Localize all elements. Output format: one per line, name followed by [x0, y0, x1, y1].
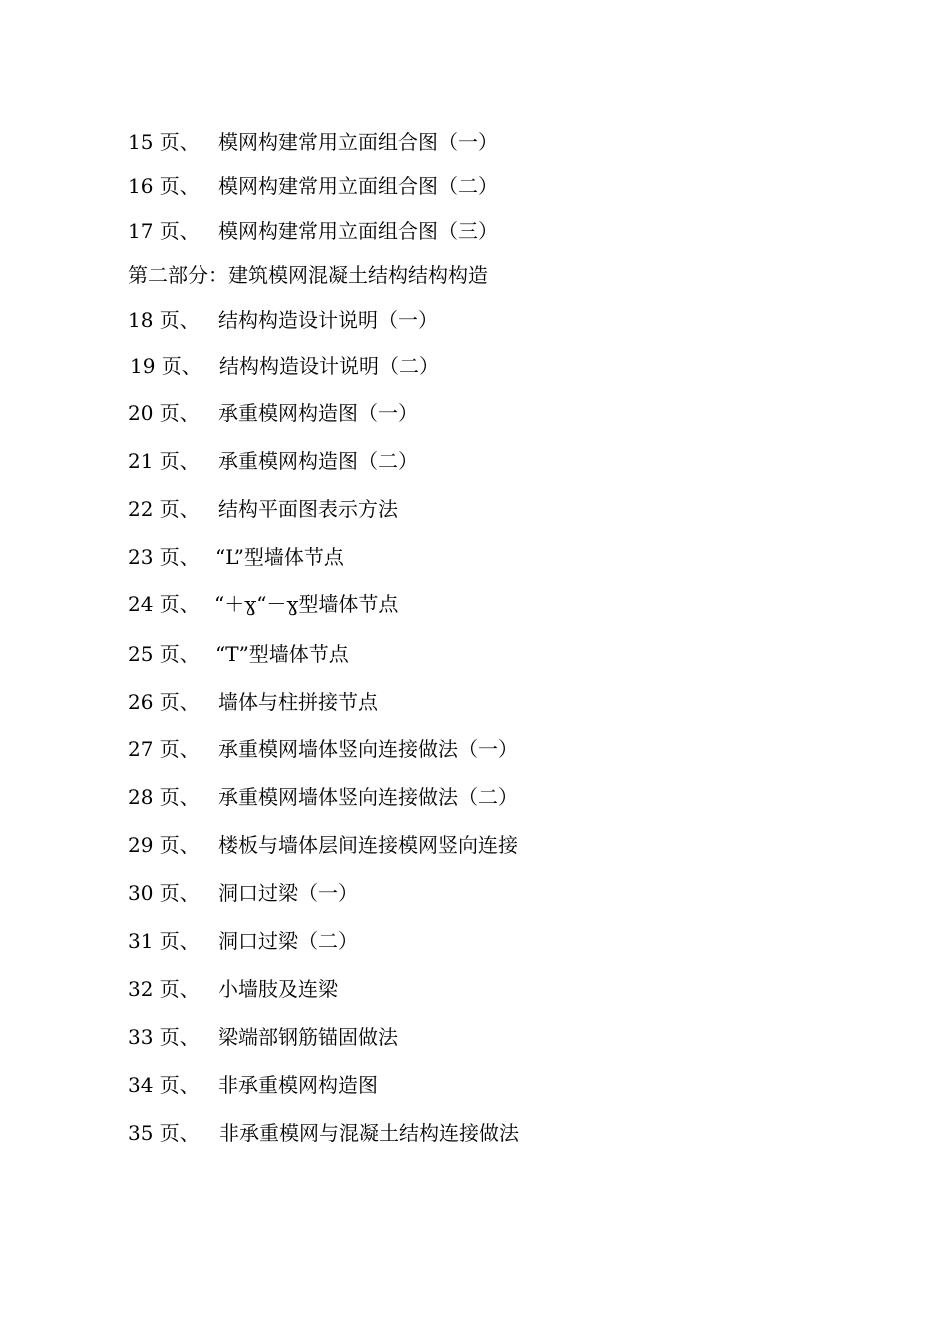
- toc-page-number: 28 页、: [128, 785, 200, 809]
- toc-page-number: 22 页、: [128, 497, 200, 521]
- toc-title: 结构构造设计说明（一）: [218, 308, 438, 332]
- toc-title: 承重模网构造图（一）: [218, 401, 418, 425]
- toc-title: 模网构建常用立面组合图（一）: [218, 130, 498, 154]
- toc-title: 承重模网构造图（二）: [218, 449, 418, 473]
- toc-title: 小墙肢及连梁: [218, 977, 338, 1001]
- toc-entry: [128, 543, 344, 571]
- toc-entry: [128, 399, 418, 427]
- toc-entry: [128, 1023, 398, 1051]
- toc-page-number: 19 页、: [130, 354, 202, 378]
- toc-entry: [128, 735, 518, 763]
- toc-entry: [128, 1071, 378, 1099]
- toc-entry: [128, 783, 518, 811]
- toc-page-number: 32 页、: [128, 977, 200, 1001]
- section-title: 第二部分：建筑模网混凝土结构结构构造: [128, 263, 488, 287]
- toc-page-number: 33 页、: [128, 1025, 200, 1049]
- toc-page-number: 15 页、: [128, 130, 200, 154]
- toc-entry: [128, 217, 498, 245]
- toc-entry: [128, 447, 418, 475]
- toc-title: 洞口过梁（二）: [218, 929, 358, 953]
- toc-page-number: 23 页、: [128, 545, 200, 569]
- toc-title: 非承重模网构造图: [218, 1073, 378, 1097]
- toc-entry: [128, 495, 398, 523]
- toc-page-number: 16 页、: [128, 174, 200, 198]
- toc-entry: [128, 688, 378, 716]
- toc-title: 楼板与墙体层间连接模网竖向连接: [218, 833, 518, 857]
- toc-title: 结构构造设计说明（二）: [219, 354, 439, 378]
- toc-entry: [128, 590, 398, 618]
- toc-title: 结构平面图表示方法: [218, 497, 398, 521]
- toc-title: 承重模网墙体竖向连接做法（二）: [218, 785, 518, 809]
- toc-page-number: 25 页、: [128, 642, 200, 666]
- toc-page-number: 31 页、: [128, 929, 200, 953]
- toc-entry: [128, 1119, 519, 1147]
- toc-page-number: 30 页、: [128, 881, 200, 905]
- toc-page-number: 20 页、: [128, 401, 200, 425]
- toc-entry: [128, 172, 498, 200]
- toc-page-number: 17 页、: [128, 219, 200, 243]
- toc-page-number: 27 页、: [128, 737, 200, 761]
- toc-page-number: 21 页、: [128, 449, 200, 473]
- toc-page-number: 26 页、: [128, 690, 200, 714]
- toc-title: 承重模网墙体竖向连接做法（一）: [218, 737, 518, 761]
- toc-page-number: 24 页、: [128, 592, 200, 616]
- toc-entry: [128, 128, 498, 156]
- toc-title: 模网构建常用立面组合图（三）: [218, 219, 498, 243]
- toc-entry: [128, 927, 358, 955]
- toc-page-number: 35 页、: [128, 1121, 200, 1145]
- toc-entry: [128, 306, 438, 334]
- toc-entry: [128, 975, 338, 1003]
- toc-page-number: 34 页、: [128, 1073, 200, 1097]
- toc-title: “T”型墙体节点: [215, 642, 349, 666]
- toc-title: “＋ɣ“－ɣ型墙体节点: [214, 592, 399, 616]
- toc-page-number: 18 页、: [128, 308, 200, 332]
- toc-page-number: 29 页、: [128, 833, 200, 857]
- section-heading: [128, 261, 488, 289]
- toc-title: 洞口过梁（一）: [218, 881, 358, 905]
- toc-title: 梁端部钢筋锚固做法: [218, 1025, 398, 1049]
- toc-title: “L”型墙体节点: [215, 545, 344, 569]
- toc-title: 模网构建常用立面组合图（二）: [218, 174, 498, 198]
- toc-entry: [128, 831, 518, 859]
- toc-entry: [128, 352, 439, 380]
- toc-title: 非承重模网与混凝土结构连接做法: [219, 1121, 519, 1145]
- toc-entry: [128, 879, 358, 907]
- toc-title: 墙体与柱拼接节点: [218, 690, 378, 714]
- toc-entry: [128, 640, 349, 668]
